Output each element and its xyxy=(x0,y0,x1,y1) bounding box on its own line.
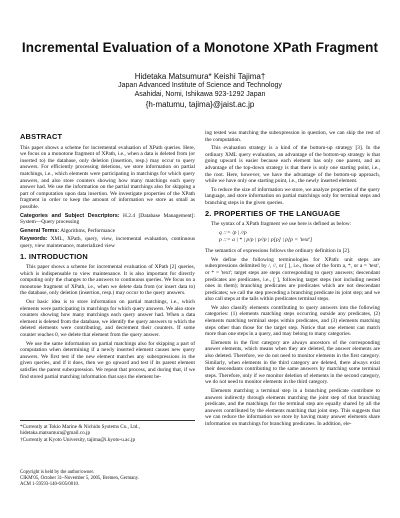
author-affiliation: Japan Advanced Institute of Science and Technology xyxy=(118,82,282,89)
abstract-text: This paper shows a scheme for incremental evaluation of XPath queries. Here, we focus on a monotone fragment of XPath, i.e., when a data is deleted from (or inserted to) the database, only deletion (insertion, resp.) may occur to query answers. For efficiently processing deletions, we store information on partial matchings, i.e., which elements were participating in matchings for which query answers, and also store counters showing how many matchings each query answer had. We use the information on the partial matchings also for skipping a part of computation upon data insertion. We investigate properties of the XPath fragment in order to keep the amount of information we store as small as possible. xyxy=(20,144,195,210)
paper-title: Incremental Evaluation of a Monotone XPath Fragment xyxy=(21,40,379,55)
grammar-rule-q: q ::= /p | //p xyxy=(219,229,247,236)
grammar-rule-p: p ::= a | * | p/p | p//p | p[p] | p[p = 'text'] xyxy=(219,236,313,243)
right-paragraph-7: We also classify elements contributing to query answers into the following categories: (1) elements matching steps occurring outside any predicates, (2) elements matching terminal steps within predicates, and (3) elements matching steps other than those for the target step. Notice that one element can match more than one steps in a query, and may belong to many categories. xyxy=(205,304,380,338)
right-paragraph-4: The syntax of a XPath fragment we use here is defined as below: xyxy=(211,221,352,228)
copyright-line-1: Copyright is held by the author/owner. xyxy=(20,470,95,475)
right-paragraph-1: ing tested was matching the subexpression in question, we can skip the rest of the computation. xyxy=(205,130,380,143)
author-block xyxy=(60,72,340,109)
categories-line xyxy=(20,213,195,226)
right-paragraph-8: Elements in the first category are always ancestors of the corresponding answer elements, which means when they are deleted, the answer elements are also deleted. Therefore, we do not need to monitor elements in the first category. Similarly, when elements in the third category are deleted, there always exist their descendants contributing to the same answers by matching some terminal steps. Therefore, only if we monitor deletion of elements in the second category, we do not need to monitor elements in the third category. xyxy=(205,339,380,386)
copyright-line-2: CIKM'05, October 31–November 5, 2005, Bremen, Germany. xyxy=(20,476,139,481)
intro-paragraph-1: This paper shows a scheme for incremental evaluation of XPath [2] queries, which is indispensable to view maintenance. It is also important for directly computing only the changes to the answers to continuous queries. We focus on a monotone fragment of XPath, i.e., when we delete data from (or insert data to) the database, only deletion (insertion, resp.) may occur to the query answers. xyxy=(20,264,195,297)
right-paragraph-2: This evaluation strategy is a kind of the bottom-up strategy [3]. In the ordinary XML query evaluation, an advantage of the bottom-up strategy is that going upward is easier because each element has only one parent, and an advantage of the top-down strategy is that there is only one starting point, i.e., the root. Here, however, we have the advantage of the bottom-up approach, while we have only one starting point, i.e., the newly inserted element. xyxy=(205,145,380,185)
footnotes xyxy=(20,420,195,443)
intro-heading: 1. INTRODUCTION xyxy=(20,251,88,261)
categories-label: Categories and Subject Descriptors: xyxy=(20,212,120,219)
keywords-label: Keywords: xyxy=(20,236,48,243)
author-names: Hidetaka Matsumura* Keishi Tajima† xyxy=(134,72,266,81)
abstract-heading: ABSTRACT xyxy=(20,132,63,141)
terms-line xyxy=(20,228,195,235)
copyright-notice xyxy=(20,470,195,488)
author-email: {h-matumu, tajima}@jaist.ac.jp xyxy=(145,100,255,109)
footnote-1: *Currently at Tokio Marine & Nichido Systems Co., Ltd., hidetaka.matsumura@gmail.co.jp xyxy=(20,424,140,437)
terms-text: Algorithms, Performance xyxy=(60,227,116,234)
right-column xyxy=(205,130,380,430)
right-paragraph-3: To reduce the size of information we store, we analyze properties of the query language, and store information on partial matchings only for terminal steps and branching steps in the given queries. xyxy=(205,186,380,206)
copyright-line-3: ACM 1-59593-140-6/05/0010. xyxy=(20,482,80,487)
right-paragraph-5: The semantics of expressions follows the ordinary definition in [2]. xyxy=(205,248,351,255)
grammar-block xyxy=(219,230,380,244)
terms-label: General Terms: xyxy=(20,227,60,234)
intro-paragraph-2: Our basic idea is to store information on partial matchings, i.e., which elements were participating in matchings for which query answers. We also store counters showing how many matchings each query answer had. When a data element is deleted from the database, we identify the query answers to which the deleted elements were contributing, and decrement their counters. If some counter reaches 0, we delete that element from the query answer. xyxy=(20,299,195,339)
left-column xyxy=(20,130,195,382)
section-2-heading: 2. PROPERTIES OF THE LANGUAGE xyxy=(205,208,341,218)
right-paragraph-9: Elements matching a terminal step in a branching predicate contribute to answers indirectly through elements matching the joint step of that branching predicate, and the matchings for the terminal step are equally shared by all the answers contributed by the elements matching that joint step. This suggests that we can reduce the information we store by having many answer elements share information on matchings for branching predicates. In addition, ele- xyxy=(205,388,380,427)
author-address: Asahidai, Nomi, Ishikawa 923-1292 Japan xyxy=(134,91,266,98)
keywords-line xyxy=(20,236,195,249)
footnote-2: †Currently at Kyoto University, tajima@i.kyoto-u.ac.jp xyxy=(20,436,136,443)
right-paragraph-6: We define the following terminologies for XPath: unit steps are subexpressions delimited by /, //, or [ ], i.e., those of the form a, *, or a = 'text', or * = 'text'; target steps are steps corresponding to query answers; descendant predicates are predicates, i.e., [ ], following target steps (not including nested ones in them); branching predicates are predicates which are not descendant predicates; we call the step preceding a branching predicate its joint step; and we also call steps at the tails within predicates terminal steps. xyxy=(205,256,380,303)
intro-paragraph-3: We use the same information on partial matchings also for skipping a part of computation when determining if a newly inserted element causes new query answers. We first test if the new element matches any subexpressions in the given queries, and if it does, then we go upward and test if its parent element satisfies the parent subexpression. We repeat that process, and during that, if we find stored partial matching information that says the element be- xyxy=(20,340,195,380)
categories-text: H.2.4 [Database Management]: System—Query processing xyxy=(20,212,195,226)
keywords-text: XML, XPath, query, view, incremental evaluation, continuous query, view maintenance, materialized view xyxy=(20,236,195,249)
